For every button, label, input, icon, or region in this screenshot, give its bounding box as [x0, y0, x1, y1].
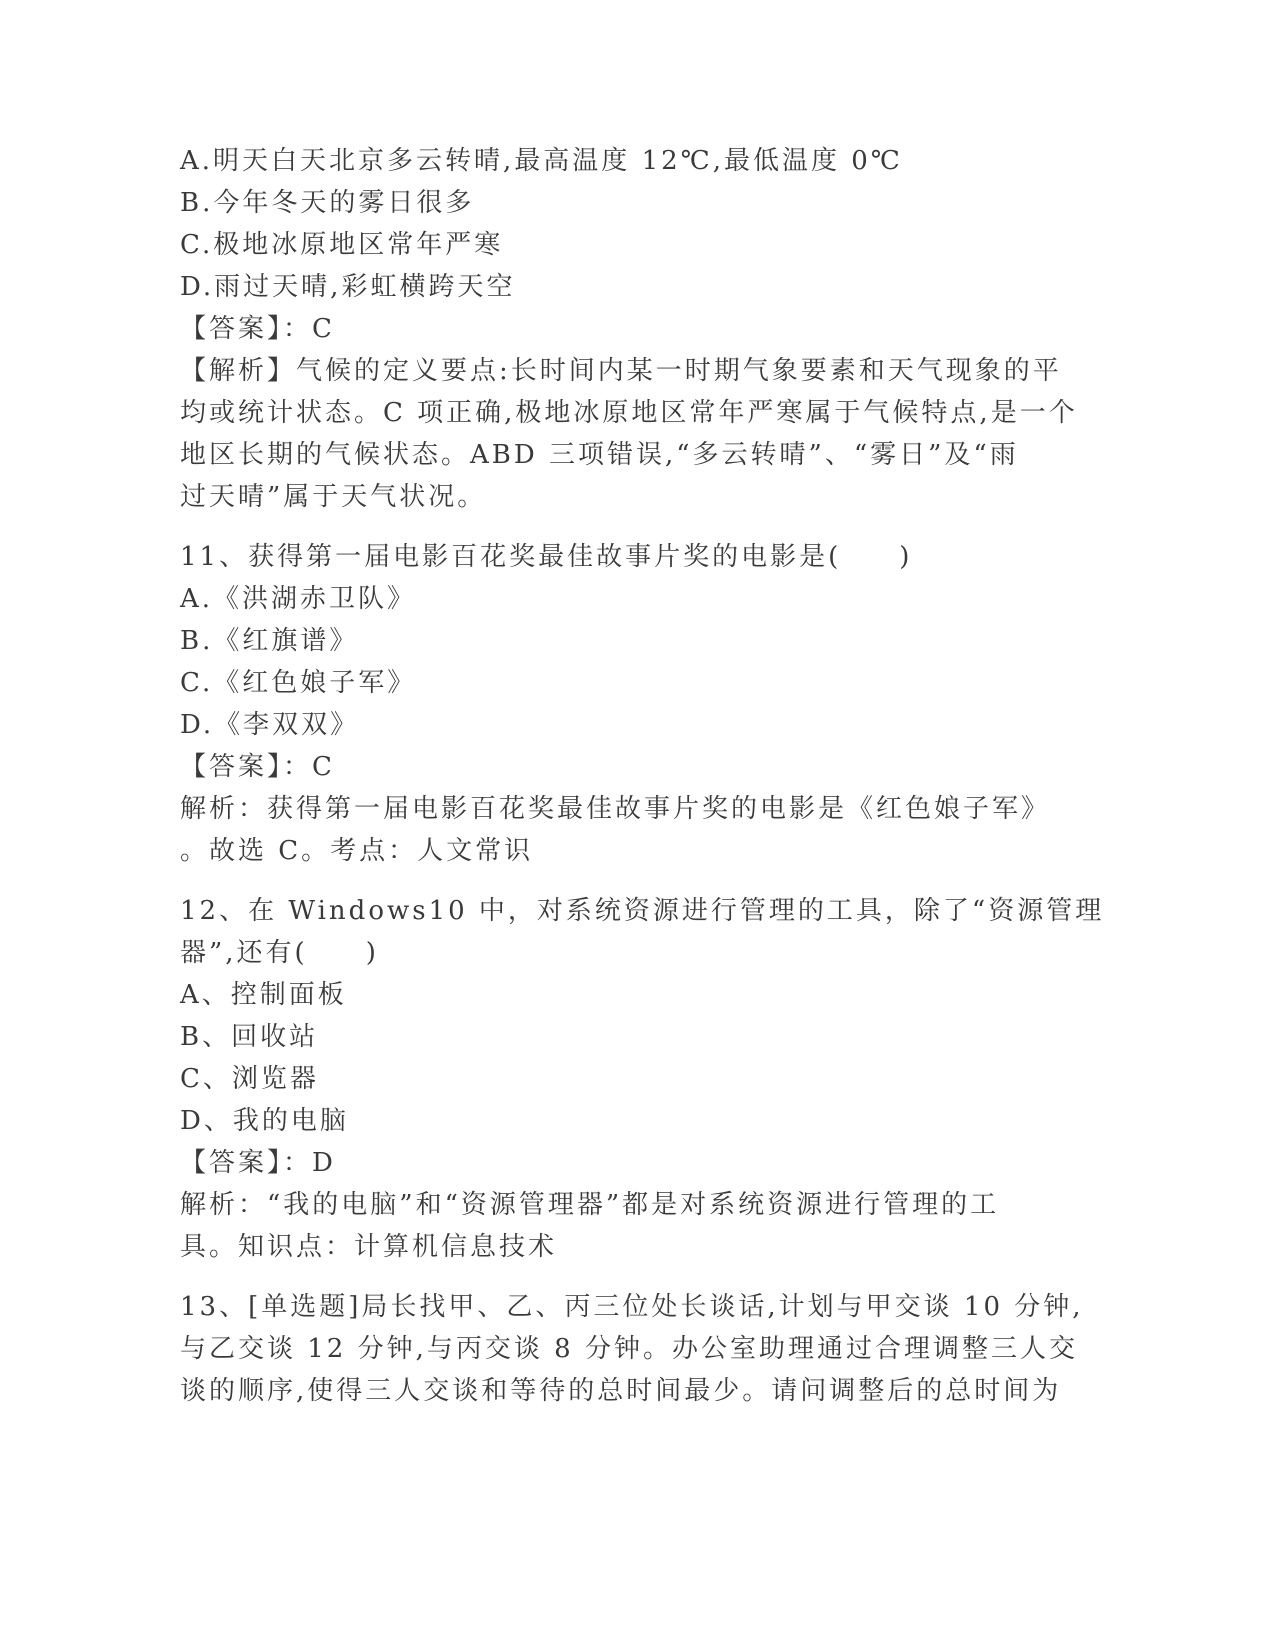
question-13	[180, 1286, 1084, 1412]
block-spacer	[180, 518, 1080, 536]
question-stem: 13、[单选题]局长找甲、乙、丙三位处长谈话,计划与甲交谈 10 分钟,	[180, 1292, 1084, 1322]
option-b: B.《红旗谱》	[180, 626, 359, 656]
question-stem: 11、获得第一届电影百花奖最佳故事片奖的电影是( )	[180, 542, 913, 572]
option-d: D.《李双双》	[180, 710, 360, 740]
explanation-line: 地区长期的气候状态。ABD 三项错误,“多云转晴”、“雾日”及“雨	[180, 440, 1019, 470]
block-spacer	[180, 1268, 1080, 1286]
question-11	[180, 536, 1080, 872]
explanation-line: 具。知识点：计算机信息技术	[180, 1232, 558, 1262]
explanation-line: 。故选 C。考点：人文常识	[180, 836, 534, 866]
option-a: A.《洪湖赤卫队》	[180, 584, 417, 614]
option-a: A、控制面板	[180, 980, 347, 1010]
question-stem: 谈的顺序,使得三人交谈和等待的总时间最少。请问调整后的总时间为	[180, 1376, 1062, 1406]
option-a: A.明天白天北京多云转晴,最高温度 12℃,最低温度 0℃	[180, 146, 903, 176]
option-c: C、浏览器	[180, 1064, 319, 1094]
question-stem: 与乙交谈 12 分钟,与丙交谈 8 分钟。办公室助理通过合理调整三人交	[180, 1334, 1078, 1364]
explanation-line: 均或统计状态。C 项正确,极地冰原地区常年严寒属于气候特点,是一个	[180, 398, 1078, 428]
explanation-line: 过天晴”属于天气状况。	[180, 482, 487, 512]
option-d: D.雨过天晴,彩虹横跨天空	[180, 272, 516, 302]
answer: 【答案】：C	[180, 752, 335, 782]
block-spacer	[180, 872, 1080, 890]
option-c: C.极地冰原地区常年严寒	[180, 230, 504, 260]
question-10-continuation	[180, 140, 1080, 518]
explanation-line: 解析：获得第一届电影百花奖最佳故事片奖的电影是《红色娘子军》	[180, 794, 1051, 824]
answer: 【答案】：D	[180, 1148, 336, 1178]
option-c: C.《红色娘子军》	[180, 668, 417, 698]
option-d: D、我的电脑	[180, 1106, 349, 1136]
answer: 【答案】：C	[180, 314, 335, 344]
question-stem: 12、在 Windows10 中，对系统资源进行管理的工具，除了“资源管理	[180, 896, 1105, 926]
explanation-line: 【解析】气候的定义要点:长时间内某一时期气象要素和天气现象的平	[180, 356, 1062, 386]
option-b: B.今年冬天的雾日很多	[180, 188, 475, 218]
explanation-line: 解析：“我的电脑”和“资源管理器”都是对系统资源进行管理的工	[180, 1190, 1000, 1220]
document-page	[180, 140, 1105, 1412]
question-12	[180, 890, 1105, 1268]
question-stem: 器”,还有( )	[180, 938, 379, 968]
option-b: B、回收站	[180, 1022, 319, 1052]
